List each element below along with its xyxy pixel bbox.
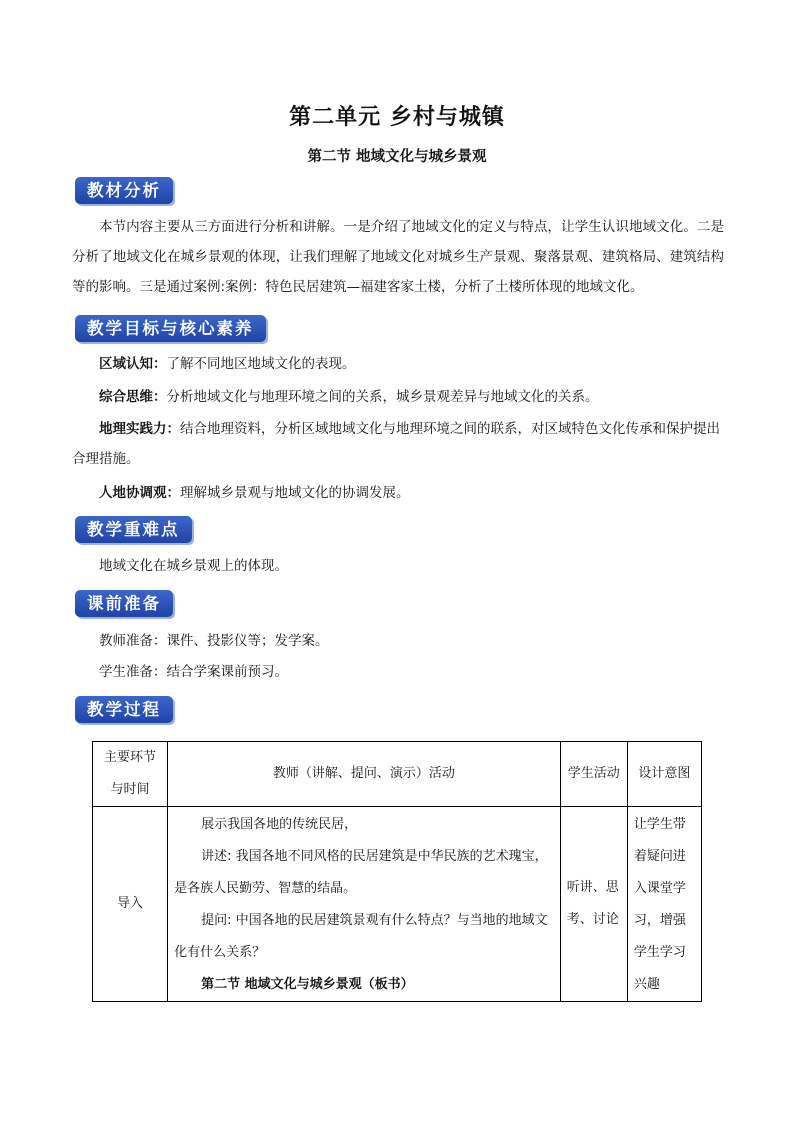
header-student: 学生活动	[560, 742, 627, 807]
stage-cell: 导入	[93, 807, 168, 1002]
header-stage-line1: 主要环节	[104, 750, 157, 765]
page-title: 第二单元 乡村与城镇	[289, 105, 505, 130]
section-tag-key-points: 教学重难点	[75, 516, 192, 543]
objective-item	[72, 414, 724, 474]
table-row	[93, 807, 702, 1002]
teacher-board-line: 第二节 地域文化与城乡景观（板书）	[201, 977, 414, 992]
section-tag-analysis: 教材分析	[75, 177, 173, 204]
teacher-activity-line: 讲述: 我国各地不同风格的民居建筑是中华民族的艺术瑰宝，是各族人民勤劳、智慧的结晶。	[174, 849, 548, 896]
section-tag-process: 教学过程	[75, 696, 173, 723]
teacher-activity-line: 提问: 中国各地的民居建筑景观有什么特点？与当地的地域文化有什么关系？	[174, 913, 548, 960]
student-preparation: 学生准备：结合学案课前预习。	[99, 664, 288, 680]
objective-term: 综合思维：	[99, 389, 167, 405]
objective-item	[99, 387, 599, 407]
teacher-activity-line: 展示我国各地的传统民居，	[201, 817, 358, 832]
header-stage	[93, 742, 168, 807]
objective-text: 分析地域文化与地理环境之间的关系，城乡景观差异与地域文化的关系。	[166, 389, 599, 405]
key-points-text: 地域文化在城乡景观上的体现。	[99, 558, 288, 574]
section-tag-objectives: 教学目标与核心素养	[75, 315, 266, 342]
table-header-row	[93, 742, 702, 807]
objective-term: 人地协调观：	[99, 485, 180, 501]
header-intent: 设计意图	[627, 742, 701, 807]
objective-term: 区域认知：	[99, 356, 167, 372]
header-stage-line2: 与时间	[110, 782, 150, 797]
objective-text: 结合地理资料，分析区域地域文化与地理环境之间的联系，对区域特色文化传承和保护提出合理措施。	[72, 421, 720, 467]
teacher-activity-cell	[168, 807, 561, 1002]
objective-item	[99, 354, 356, 374]
objective-term: 地理实践力：	[99, 421, 180, 437]
teacher-preparation: 教师准备：课件、投影仪等；发学案。	[99, 633, 329, 649]
header-teacher: 教师（讲解、提问、演示）活动	[168, 742, 561, 807]
objective-text: 理解城乡景观与地域文化的协调发展。	[180, 485, 410, 501]
intent-cell: 让学生带着疑问进入课堂学习，增强学生学习兴趣	[627, 807, 701, 1002]
page-subtitle: 第二节 地域文化与城乡景观	[307, 149, 487, 165]
objective-item	[99, 483, 410, 503]
process-table	[92, 741, 702, 1002]
objective-text: 了解不同地区地域文化的表现。	[166, 356, 356, 372]
student-activity-cell: 听讲、思考、讨论	[560, 807, 627, 1002]
section-tag-preparation: 课前准备	[75, 590, 173, 617]
analysis-paragraph: 本节内容主要从三方面进行分析和讲解。一是介绍了地域文化的定义与特点，让学生认识地域文化。二是分析了地域文化在城乡景观的体现，让我们理解了地域文化对城乡生产景观、聚落景观、建筑格局、建筑结构等的影响。三是通过案例:案例：特色民居建筑—福建客家土楼，分析了土楼所体现的地域文化。	[72, 219, 724, 295]
